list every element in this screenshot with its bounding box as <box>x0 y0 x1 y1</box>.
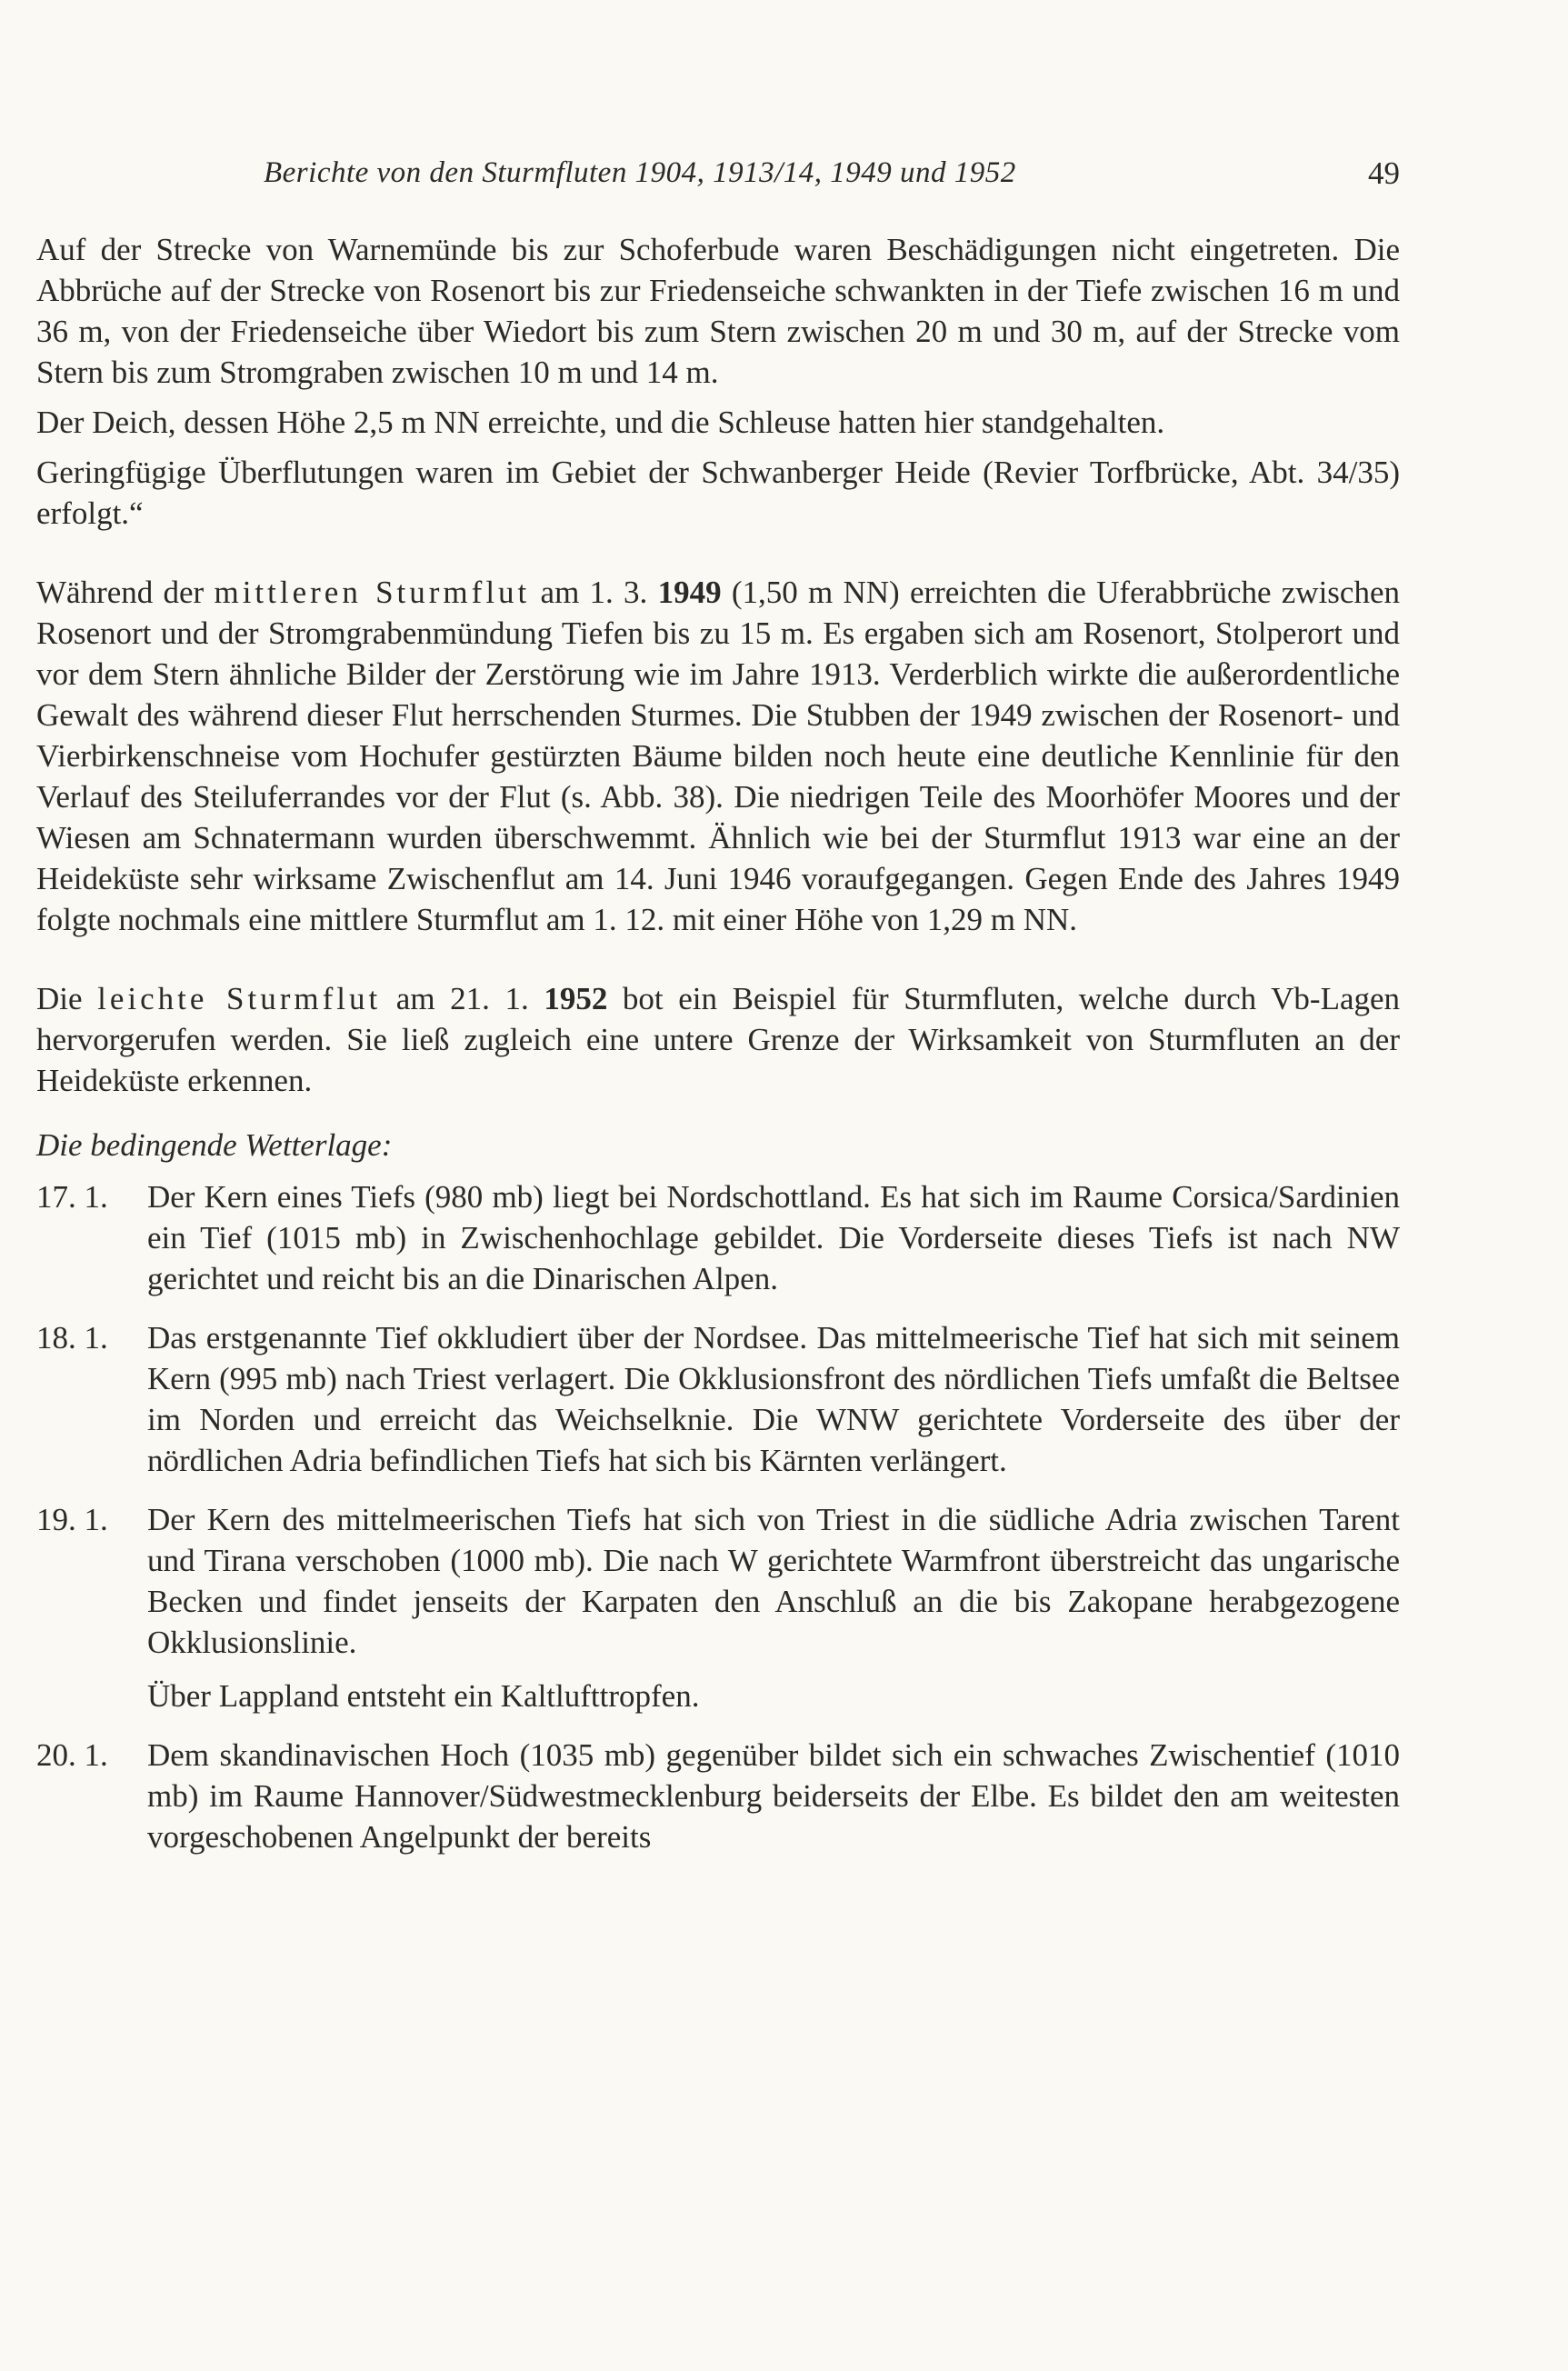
paragraph-deich: Der Deich, dessen Höhe 2,5 m NN erreichte, und die Schleuse hatten hier standgehalten. <box>36 405 1165 440</box>
spaced-term: leichte Sturmflut <box>97 981 382 1016</box>
running-header <box>36 145 1400 200</box>
entry-date: 20. 1. <box>36 1737 108 1773</box>
paragraph-sturmflut-1949 <box>36 572 1400 940</box>
spaced-term: mittleren Sturmflut <box>214 575 531 610</box>
entry-body <box>147 1499 1400 1716</box>
entry-text: Der Kern des mittelmeerischen Tiefs hat sich von Triest in die südliche Adria zwischen Tarent und Tirana verschoben (1000 mb). Die nach W gerichtete Warmfront überstreicht das ungarische Becken und findet jenseits der Karpaten den Anschluß an die bis Zakopane herabgezogene Okklusionslinie. <box>147 1502 1400 1660</box>
weather-entry <box>36 1735 1400 1857</box>
paragraph-ueberflutungen: Geringfügige Überflutungen waren im Gebiet der Schwanberger Heide (Revier Torfbrücke, Abt. 34/35) erfolgt.“ <box>36 455 1400 531</box>
entry-date: 18. 1. <box>36 1320 108 1356</box>
text-intro: Während der <box>36 575 205 610</box>
text-date: am 21. 1. <box>395 981 529 1016</box>
entry-text: Das erstgenannte Tief okkludiert über der Nordsee. Das mittelmeerische Tief hat sich mit seinem Kern (995 mb) nach Triest verlagert. Die Okklusionsfront des nördlichen Tiefs umfaßt die Beltsee im Norden und erreicht das Weichselknie. Die WNW gerichtete Vorderseite des über der nördlichen Adria befindlichen Tiefs hat sich bis Kärnten verlängert. <box>147 1320 1400 1478</box>
weather-entry <box>36 1499 1400 1716</box>
paragraph-abbrueche: Auf der Strecke von Warnemünde bis zur Schoferbude waren Beschädigungen nicht eingetreten. Die Abbrüche auf der Strecke von Rosenort bis zur Friedenseiche schwankten in der Tiefe zwischen 16 m und 36 m, von der Friedenseiche über Wiedort bis zum Stern zwischen 20 m und 30 m, auf der Strecke vom Stern bis zum Stromgraben zwischen 10 m und 14 m. <box>36 232 1400 390</box>
bold-year: 1949 <box>657 575 722 610</box>
entry-text: Dem skandinavischen Hoch (1035 mb) gegenüber bildet sich ein schwaches Zwischentief (1010 mb) im Raume Hannover/Südwestmecklenburg beiderseits der Elbe. Es bildet den am weitesten vorgeschobenen Angelpunkt der bereits <box>147 1737 1400 1855</box>
section-subheading: Die bedingende Wetterlage: <box>36 1127 393 1163</box>
text-rest: (1,50 m NN) erreichten die Uferabbrüche zwischen Rosenort und der Stromgrabenmündung Tiefen bis zu 15 m. Es ergaben sich am Rosenort, Stolperort und vor dem Stern ähnliche Bilder der Zerstörung wie im Jahre 1913. Verderblich wirkte die außerordentliche Gewalt des während dieser Flut herrschenden Sturmes. Die Stubben der 1949 zwischen der Rosenort- und Vierbirkenschneise vom Hochufer gestürzten Bäume bilden noch heute eine deutliche Kennlinie für den Verlauf des Steiluferrandes vor der Flut (s. Abb. 38). Die niedrigen Teile des Moorhöfer Moores und der Wiesen am Schnatermann wurden überschwemmt. Ähnlich wie bei der Sturmflut 1913 war eine an der Heideküste sehr wirksame Zwischenflut am 14. Juni 1946 voraufgegangen. Gegen Ende des Jahres 1949 folgte nochmals eine mittlere Sturmflut am 1. 12. mit einer Höhe von 1,29 m NN. <box>36 575 1401 937</box>
running-header-title: Berichte von den Sturmfluten 1904, 1913/14, 1949 und 1952 <box>264 156 1016 189</box>
book-page <box>36 145 1400 1876</box>
paragraph-sturmflut-1952 <box>36 978 1400 1101</box>
bold-year: 1952 <box>544 981 608 1016</box>
entry-date: 19. 1. <box>36 1502 108 1537</box>
entry-text: Der Kern eines Tiefs (980 mb) liegt bei Nordschottland. Es hat sich im Raume Corsica/Sardinien ein Tief (1015 mb) in Zwischenhochlage gebildet. Die Vorderseite dieses Tiefs ist nach NW gerichtet und reicht bis an die Dinarischen Alpen. <box>147 1179 1400 1296</box>
weather-entry <box>36 1317 1400 1481</box>
page-number: 49 <box>1368 155 1400 191</box>
entry-date: 17. 1. <box>36 1179 108 1215</box>
text-date: am 1. 3. <box>540 575 648 610</box>
text-intro: Die <box>36 981 83 1016</box>
weather-entry <box>36 1176 1400 1299</box>
text-rest: bot ein Beispiel für Sturmfluten, welche durch Vb-Lagen hervorgerufen werden. Sie ließ zugleich eine untere Grenze der Wirksamkeit von Sturmfluten an der Heideküste erkennen. <box>36 981 1401 1098</box>
entry-extra-text: Über Lappland entsteht ein Kaltlufttropfen. <box>147 1678 700 1714</box>
